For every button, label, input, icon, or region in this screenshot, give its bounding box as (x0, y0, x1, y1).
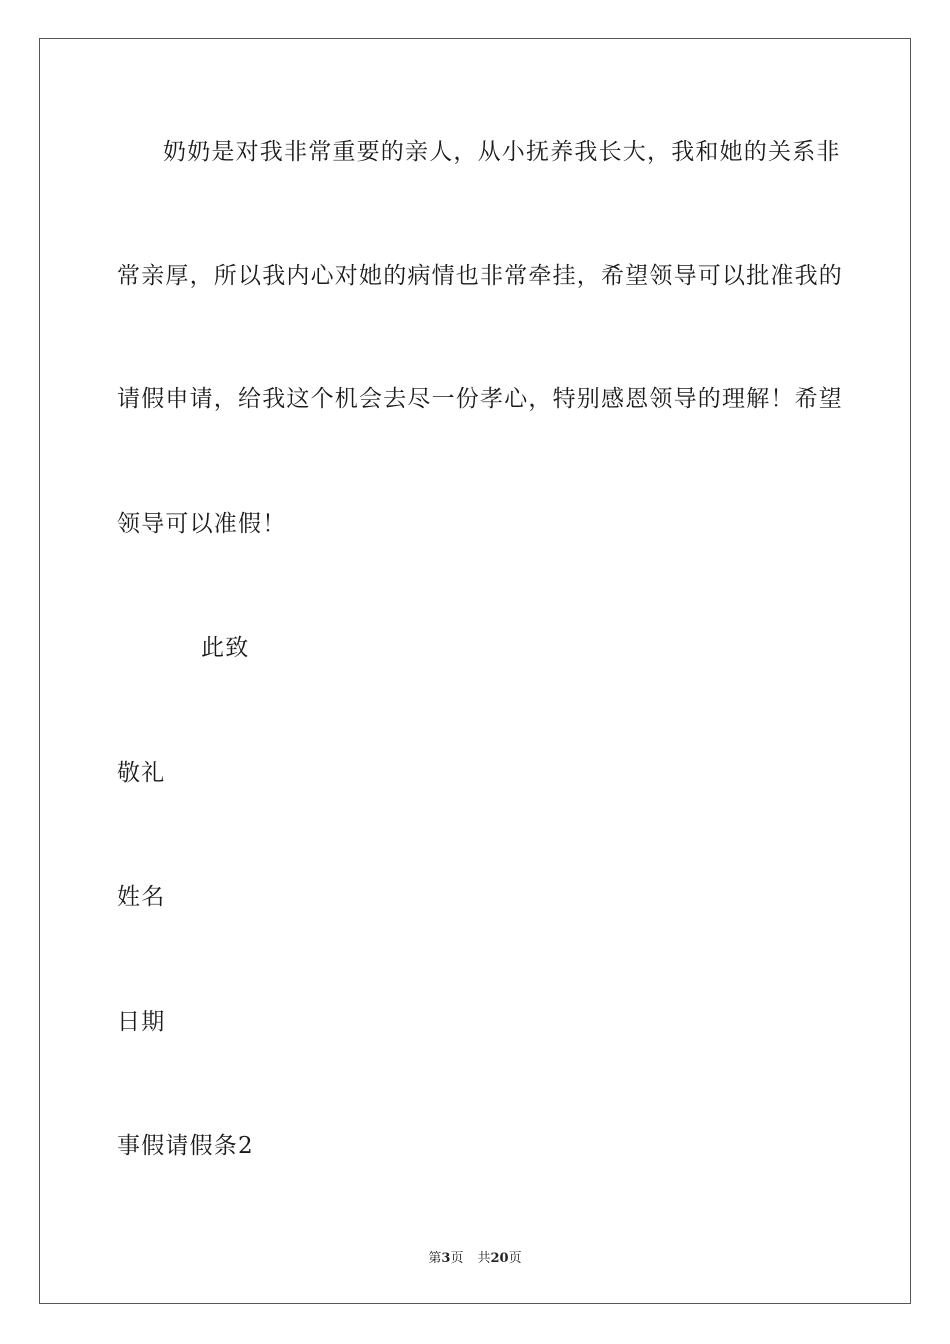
paragraph-line-2: 常亲厚，所以我内心对她的病情也非常牵挂，希望领导可以批准我的 (117, 263, 843, 289)
closing-text: 此致 (201, 635, 250, 661)
total-prefix: 共 (477, 1251, 491, 1266)
page-current: 3 (441, 1251, 451, 1266)
page-total: 20 (490, 1251, 509, 1266)
page-border (39, 38, 911, 1304)
next-section-title: 事假请假条2 (117, 1133, 254, 1159)
date-label: 日期 (117, 1009, 166, 1035)
page-footer (0, 1247, 950, 1266)
total-suffix: 页 (508, 1251, 522, 1266)
paragraph-line-3: 请假申请，给我这个机会去尽一份孝心，特别感恩领导的理解！希望 (117, 386, 843, 412)
page-prefix: 第 (428, 1251, 442, 1266)
paragraph-line-1: 奶奶是对我非常重要的亲人，从小抚养我长大，我和她的关系非 (163, 139, 841, 165)
page-suffix: 页 (450, 1251, 464, 1266)
name-label: 姓名 (117, 884, 166, 910)
salute-text: 敬礼 (117, 760, 166, 786)
paragraph-line-4: 领导可以准假！ (117, 511, 287, 537)
